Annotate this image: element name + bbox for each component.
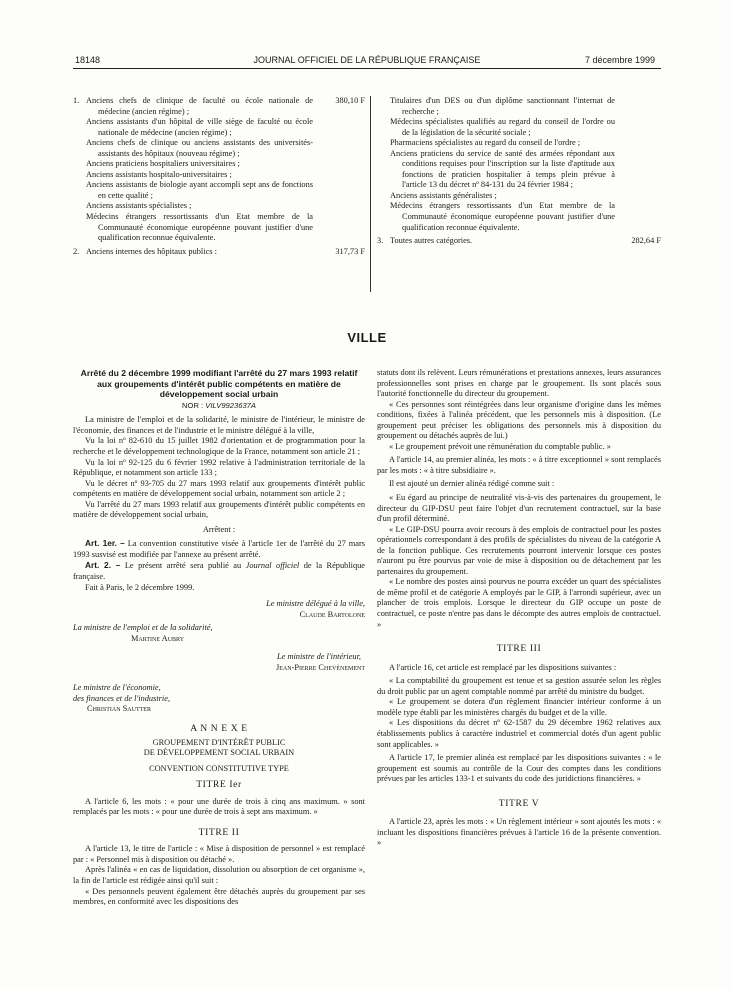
category-number: 3. <box>377 236 384 246</box>
paragraph: A l'article 23, après les mots : « Un règlement intérieur » sont ajoutés les mots : « incluant les dispositions financières prévues à l'article 16 de la présente convention. » <box>377 817 661 848</box>
signatory-role: Le ministre de l'intérieur, <box>277 652 361 662</box>
signatory-role: Le ministre délégué à la ville, <box>266 599 365 609</box>
visa: Vu la loi nº 92-125 du 6 février 1992 relative à l'administration territoriale de la République, et notamment son article 133 ; <box>73 457 365 478</box>
paragraph: A l'article 6, les mots : « pour une durée de trois à cinq ans maximum. » sont remplacés par les mots : « pour une durée de trois à sept ans maximum. » <box>73 796 365 817</box>
article-2 <box>73 560 365 582</box>
annexe-title: A N N E X E <box>190 723 248 734</box>
annexe-subtitle: CONVENTION CONSTITUTIVE TYPE <box>149 763 289 773</box>
signatory-role: des finances et de l'industrie, <box>73 693 171 703</box>
article-1-text: La convention constitutive visée à l'article 1er de l'arrêté du 27 mars 1993 susvisé est modifiée par l'annexe au présent arrêté. <box>73 539 365 559</box>
category-3 <box>377 236 661 247</box>
annexe-subtitle: DE DÉVELOPPEMENT SOCIAL URBAIN <box>143 748 295 758</box>
category-line: Anciens praticiens du service de santé des armées répondant aux conditions requises pour l'inscription sur la liste d'aptitude aux fonctions de praticien hospitalier à temps plein prévue à l'article 13 du décret nº 84-131 du 24 février 1984 ; <box>390 148 615 190</box>
category-line: Anciens chefs de clinique ou anciens assistants des universités-assistants des hôpitaux (nouveau régime) ; <box>86 138 313 158</box>
category-1-first-line: Anciens chefs de clinique de faculté ou école nationale de médecine (ancien régime) ; <box>86 96 313 116</box>
article-2-text: Le présent arrêté sera publié au <box>124 561 242 571</box>
paragraph: A l'article 14, au premier alinéa, les mots : « à titre exceptionnel » sont remplacés par les mots : « à titre subsidiaire ». <box>377 455 661 475</box>
signatory-name: Claude Bartolone <box>299 609 365 619</box>
paragraph: A l'article 17, le premier alinéa est remplacé par les dispositions suivantes : « le groupement est soumis au contrôle de la Cour des comptes dans les conditions prévues par les articles 133-1 et suivants du code des juridictions financières. » <box>377 753 661 784</box>
category-line: Médecins étrangers ressortissants d'un Etat membre de la Communauté économique européenne pouvant justifier d'une qualification reconnue équivalente. <box>390 201 615 232</box>
paragraph: « La comptabilité du groupement est tenue et sa gestion assurée selon les règles du droit public par un agent comptable nommé par arrêté du ministre du budget. <box>377 676 661 696</box>
arrete-column <box>73 368 365 908</box>
nor-value: VILV9923637A <box>205 400 256 410</box>
category-line: Anciens assistants hospitalo-universitaires ; <box>86 169 232 179</box>
paragraph: A l'article 13, le titre de l'article : « Mise à disposition de personnel » est remplacé par : « Personnel mis à disposition ou détaché ». <box>73 844 365 864</box>
header-date: 7 décembre 1999 <box>584 55 655 65</box>
arrete-title: Arrêté du 2 décembre 1999 modifiant l'arrêté du 27 mars 1993 relatif aux groupements d'intérêt public compétents en matière de développement social urbain <box>80 368 358 400</box>
category-2-amount: 317,73 F <box>335 246 365 256</box>
paragraph: « Les dispositions du décret nº 62-1587 du 29 décembre 1962 relatives aux établissements publics à caractère industriel et commercial dotés d'un agent public sont applicables. » <box>377 718 661 749</box>
journal-title: JOURNAL OFFICIEL DE LA RÉPUBLIQUE FRANÇAISE <box>253 55 481 65</box>
category-number: 2. <box>73 246 80 256</box>
visa: Vu l'arrêté du 27 mars 1993 relatif aux groupements d'intérêt public compétents en matière de développement social urbain, <box>73 499 365 520</box>
category-line: Anciens assistants d'un hôpital de ville siège de faculté ou école nationale de médecine (ancien régime) ; <box>86 117 313 137</box>
nor-label: NOR : <box>182 400 204 410</box>
category-number: 1. <box>73 96 80 105</box>
category-3-text: Toutes autres catégories. <box>390 236 473 246</box>
category-line: Pharmaciens spécialistes au regard du conseil de l'ordre ; <box>390 138 581 148</box>
visa: Vu la loi nº 82-610 du 15 juillet 1982 d'orientation et de programmation pour la recherche et le développement technologique de la France, notamment son article 21 ; <box>73 436 365 456</box>
nor-reference <box>73 401 365 412</box>
column-divider <box>370 96 371 292</box>
journal-officiel-ref: Journal officiel <box>245 561 300 571</box>
category-1 <box>73 96 365 244</box>
arretent: Arrêtent : <box>202 524 236 534</box>
paragraph: « Le groupement prévoit une rémunération du comptable public. » <box>389 441 611 451</box>
category-line: Anciens assistants généralistes ; <box>390 190 497 200</box>
paragraph: « Le GIP-DSU pourra avoir recours à des emplois de contractuel pour les postes opérationnels correspondant à des profils de spécialistes du niveau de la catégorie A de la fonction publique. Ces recrutements pourront intervenir lorsque ces postes n'auront pu être pourvus par voie de mise à disposition ou de détachement par les partenaires du groupement. <box>377 524 661 576</box>
signatory-role: La ministre de l'emploi et de la solidarité, <box>73 623 213 633</box>
article-1-label: Art. 1er. – <box>85 538 125 549</box>
category-1-amount: 380,10 F <box>335 96 365 105</box>
paragraph: « Ces personnes sont réintégrées dans leur organisme d'origine dans les mêmes conditions, fixées à l'alinéa précédent, que les personnels mis à disposition. (Le groupement peut préciser les obligations des personnels mis à disposition du groupement ou détachés auprès de lui.) <box>377 399 661 441</box>
preamble: La ministre de l'emploi et de la solidarité, le ministre de l'intérieur, le ministre de l'économie, des finances et de l'industrie et le ministre délégué à la ville, <box>73 415 365 435</box>
paragraph: A l'article 16, cet article est remplacé par les dispositions suivantes : <box>389 662 617 672</box>
category-list-right <box>377 96 661 247</box>
article-1 <box>73 538 365 560</box>
paragraph: « Le nombre des postes ainsi pourvus ne pourra excéder un quart des spécialistes de même profil et de catégorie A employés par le GIP, à l'arrondi supérieur, avec un plancher de trois emplois. Lorsque le directeur du GIP occupe un poste de contractuel, ce poste n'entre pas dans le décompte des autres emplois de contractuel. » <box>377 577 661 629</box>
paragraph: Après l'alinéa « en cas de liquidation, dissolution ou absorption de cet organisme », la fin de l'article est rédigée ainsi qu'il suit : <box>73 865 365 886</box>
signatory-role: Le ministre de l'économie, <box>73 683 161 693</box>
page-header <box>73 54 661 69</box>
titre-heading: TITRE II <box>198 826 240 838</box>
category-line: Titulaires d'un DES ou d'un diplôme sanctionnant l'internat de recherche ; <box>390 96 615 116</box>
visa: Vu le décret nº 93-705 du 27 mars 1993 relatif aux groupements d'intérêt public compétents en matière de développement social urbain, notamment son article 2 ; <box>73 478 365 499</box>
titre-heading: TITRE V <box>498 797 540 809</box>
article-2-label: Art. 2. – <box>85 560 121 571</box>
category-line: Médecins spécialistes qualifiés au regard du conseil de l'ordre ou de la législation de la sécurité sociale ; <box>390 117 615 137</box>
fait-a-paris: Fait à Paris, le 2 décembre 1999. <box>85 582 195 592</box>
paragraph: « Le groupement se dotera d'un règlement financier intérieur conforme à un modèle type établi par les ministères chargés du budget et de la ville. <box>377 697 661 717</box>
category-2-text: Anciens internes des hôpitaux publics : <box>86 246 217 256</box>
titre-heading: TITRE Ier <box>196 779 242 791</box>
page-number: 18148 <box>75 55 101 65</box>
category-2 <box>73 247 365 258</box>
paragraph: Il est ajouté un dernier alinéa rédigé comme suit : <box>389 479 555 489</box>
category-line: Anciens praticiens hospitaliers universitaires ; <box>86 159 240 169</box>
category-line: Anciens assistants spécialistes ; <box>86 201 192 211</box>
category-line: Médecins étrangers ressortissants d'un Etat membre de la Communauté économique européenne pouvant justifier d'une qualification reconnue équivalente. <box>86 212 313 243</box>
signatory-name: Martine Aubry <box>131 633 185 643</box>
annexe-subtitle: GROUPEMENT D'INTÉRÊT PUBLIC <box>152 737 286 747</box>
article-2-text-end: de la République française. <box>73 561 365 581</box>
category-list-left <box>73 96 365 257</box>
section-heading: VILLE <box>347 330 387 345</box>
paragraph: « Des personnels peuvent également être détachés auprès du groupement par ses membres, en conformité avec les dispositions des <box>73 886 365 907</box>
annexe-column-right <box>377 368 661 849</box>
signatory-name: Christian Sautter <box>87 704 151 714</box>
signatory-name: Jean-Pierre Chevènement <box>276 662 365 672</box>
paragraph: « Eu égard au principe de neutralité vis-à-vis des partenaires du groupement, le directeur du GIP-DSU peut faire l'objet d'un recrutement contractuel, sur la base d'un profil déterminé. <box>377 493 661 524</box>
category-3-amount: 282,64 F <box>631 236 661 246</box>
paragraph: statuts dont ils relèvent. Leurs rémunérations et prestations annexes, leurs assurances professionnelles sont prises en charge par le groupement. Ils sont placés sous l'autorité fonctionnelle du directeur du groupement. <box>377 368 661 399</box>
titre-heading: TITRE III <box>496 643 542 655</box>
category-line: Anciens assistants de biologie ayant accompli sept ans de fonctions en cette qualité ; <box>86 180 313 200</box>
